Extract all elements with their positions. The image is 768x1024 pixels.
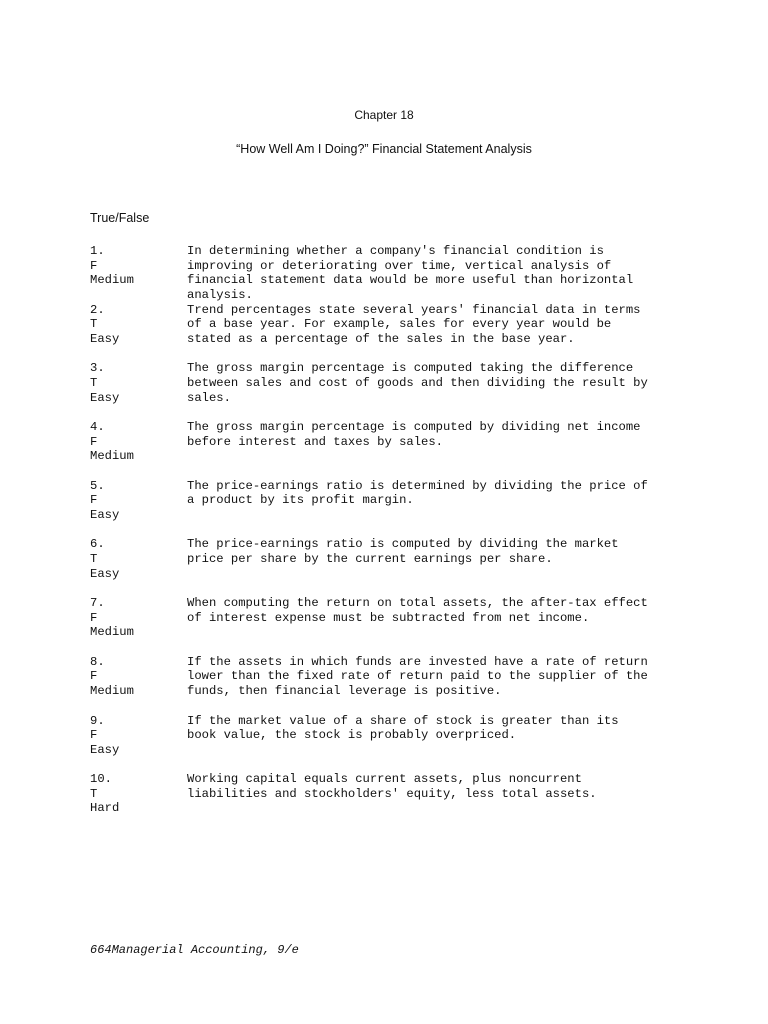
question-text-line: sales. — [187, 390, 231, 405]
question-text-line: price per share by the current earnings per share. — [187, 552, 553, 567]
question-text — [187, 303, 677, 347]
question-text-line: of interest expense must be subtracted from net income. — [187, 610, 590, 625]
question-text-line: Trend percentages state several years' financial data in terms — [187, 302, 641, 317]
question-text — [187, 714, 677, 743]
question-item — [90, 244, 680, 303]
question-text-line: The price-earnings ratio is computed by dividing the market — [187, 537, 619, 552]
question-answer: F — [90, 493, 98, 508]
question-text-line: a product by its profit margin. — [187, 493, 414, 508]
question-meta — [90, 244, 185, 288]
question-text-line: improving or deteriorating over time, vertical analysis of — [187, 258, 612, 273]
question-text-line: If the market value of a share of stock is greater than its — [187, 713, 619, 728]
question-text — [187, 772, 677, 801]
question-text-line: book value, the stock is probably overpriced. — [187, 728, 517, 743]
question-meta — [90, 303, 185, 347]
question-text-line: lower than the fixed rate of return paid to the supplier of the — [187, 669, 648, 684]
question-difficulty: Medium — [90, 625, 134, 640]
question-answer: T — [90, 375, 98, 390]
question-text-line: of a base year. For example, sales for every year would be — [187, 317, 612, 332]
question-text — [187, 420, 677, 449]
question-difficulty: Medium — [90, 273, 134, 288]
question-answer: T — [90, 317, 98, 332]
question-text — [187, 361, 677, 405]
question-text — [187, 244, 677, 302]
question-text-line: financial statement data would be more useful than horizontal — [187, 273, 634, 288]
question-difficulty: Easy — [90, 331, 120, 346]
question-text-line: funds, then financial leverage is positive. — [187, 684, 502, 698]
question-meta — [90, 772, 185, 816]
question-item — [90, 479, 680, 538]
question-number: 6. — [90, 537, 105, 552]
question-meta — [90, 537, 185, 581]
question-answer: F — [90, 434, 98, 449]
question-text-line: The gross margin percentage is computed by dividing net income — [187, 420, 641, 435]
question-answer: T — [90, 786, 98, 801]
chapter-title: “How Well Am I Doing?” Financial Statement Analysis — [236, 142, 532, 156]
question-difficulty: Easy — [90, 390, 120, 405]
question-item — [90, 596, 680, 655]
question-text — [187, 537, 677, 566]
question-text — [187, 655, 677, 699]
question-text-line: liabilities and stockholders' equity, less total assets. — [187, 786, 597, 801]
question-text-line: between sales and cost of goods and then dividing the result by — [187, 375, 648, 390]
question-difficulty: Easy — [90, 507, 120, 522]
question-answer: F — [90, 610, 98, 625]
question-difficulty: Hard — [90, 801, 120, 816]
question-text-line: The price-earnings ratio is determined by dividing the price of — [187, 478, 648, 493]
question-difficulty: Easy — [90, 742, 120, 757]
question-item — [90, 420, 680, 479]
question-item — [90, 361, 680, 420]
question-text-line: In determining whether a company's financial condition is — [187, 244, 604, 258]
question-answer: T — [90, 552, 98, 567]
question-meta — [90, 596, 185, 640]
question-number: 10. — [90, 772, 112, 787]
question-difficulty: Easy — [90, 566, 120, 581]
question-meta — [90, 655, 185, 699]
question-difficulty: Medium — [90, 449, 134, 464]
question-meta — [90, 420, 185, 464]
question-answer: F — [90, 669, 98, 684]
section-heading: True/False — [90, 211, 150, 225]
page-number: 664 — [90, 943, 112, 957]
page-footer — [90, 943, 299, 957]
question-meta — [90, 361, 185, 405]
question-item — [90, 303, 680, 362]
question-text — [187, 596, 677, 625]
question-item — [90, 537, 680, 596]
question-text-line: If the assets in which funds are invested have a rate of return — [187, 654, 648, 669]
question-number: 7. — [90, 596, 105, 611]
question-item — [90, 655, 680, 714]
question-text-line: stated as a percentage of the sales in the base year. — [187, 331, 575, 346]
question-item — [90, 772, 680, 831]
question-difficulty: Medium — [90, 684, 134, 698]
question-number: 9. — [90, 713, 105, 728]
question-text-line: before interest and taxes by sales. — [187, 434, 443, 449]
question-number: 4. — [90, 420, 105, 435]
question-answer: F — [90, 728, 98, 743]
question-text-line: Working capital equals current assets, plus noncurrent — [187, 772, 582, 787]
question-number: 3. — [90, 361, 105, 376]
question-meta — [90, 479, 185, 523]
question-number: 1. — [90, 244, 105, 258]
question-text — [187, 479, 677, 508]
question-meta — [90, 714, 185, 758]
question-number: 5. — [90, 478, 105, 493]
question-item — [90, 714, 680, 773]
question-text-line: When computing the return on total assets, the after-tax effect — [187, 596, 648, 611]
question-list — [90, 244, 680, 831]
question-text-line: The gross margin percentage is computed taking the difference — [187, 361, 634, 376]
question-text-line: analysis. — [187, 287, 253, 302]
question-answer: F — [90, 258, 98, 273]
chapter-heading: Chapter 18 — [354, 108, 414, 122]
book-title: Managerial Accounting, 9/e — [111, 943, 299, 957]
question-number: 8. — [90, 654, 105, 669]
question-number: 2. — [90, 302, 105, 317]
